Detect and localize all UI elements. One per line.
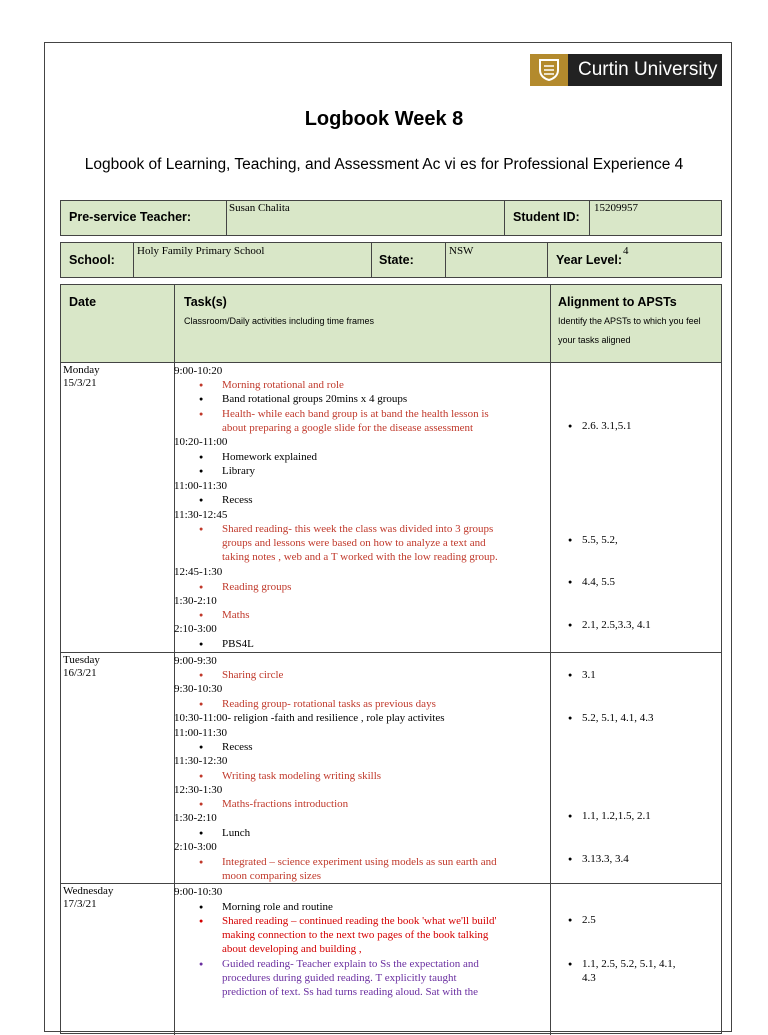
col-apst: Alignment to APSTs: [558, 295, 677, 309]
col-tasks-sub: Classroom/Daily activities including time frames: [184, 316, 375, 326]
col-date: Date: [69, 295, 97, 309]
list-item: ● PBS4L: [222, 637, 254, 651]
monday-apst: ● 5.5, 5.2,: [582, 533, 618, 547]
list-item-cont: about preparing a google slide for the disease assessment: [222, 422, 474, 434]
tuesday-time: 9:30-10:30: [174, 683, 223, 695]
list-item: ● Writing task modeling writing skills: [222, 769, 381, 783]
list-item: ● Homework explained: [222, 450, 317, 464]
curtin-logo: [530, 54, 722, 86]
list-item: ● Morning role and routine: [222, 900, 333, 914]
monday-time: 10:20-11:00: [174, 436, 228, 448]
wednesday-day: Wednesday: [63, 885, 114, 897]
crest-icon: [530, 54, 568, 86]
monday-apst: ● 2.6. 3.1,5.1: [582, 419, 632, 433]
state-value: NSW: [449, 245, 474, 257]
logo-text: Curtin University: [568, 54, 722, 86]
list-item: ● Reading groups: [222, 580, 291, 594]
tuesday-date: 16/3/21: [63, 667, 97, 679]
list-item-cont: making connection to the next two pages of the book talking: [222, 929, 489, 941]
year-value: 4: [623, 245, 629, 257]
list-item: ● Integrated – science experiment using models as sun earth and: [222, 855, 497, 869]
tuesday-apst: ● 1.1, 1.2,1.5, 2.1: [582, 809, 651, 823]
list-item-cont: about developing and building ,: [222, 943, 362, 955]
col-tasks: Task(s): [184, 295, 227, 309]
wednesday-time: 9:00-10:30: [174, 886, 223, 898]
list-item: ● Shared reading- this week the class was divided into 3 groups: [222, 522, 493, 536]
wednesday-apst: ● 2.5: [582, 913, 596, 927]
tuesday-apst: ● 5.2, 5.1, 4.1, 4.3: [582, 711, 654, 725]
wednesday-date: 17/3/21: [63, 898, 97, 910]
list-item-cont: moon comparing sizes: [222, 870, 321, 882]
list-item-cont: taking notes , web and a T worked with the low reading group.: [222, 551, 498, 563]
page-title: Logbook Week 8: [304, 108, 464, 130]
student-id-value: 15209957: [594, 202, 638, 214]
list-item: ● Recess: [222, 493, 253, 507]
tuesday-time: 12:30-1:30: [174, 784, 223, 796]
wednesday-apst: ● 1.1, 2.5, 5.2, 5.1, 4.1,: [582, 957, 676, 971]
tuesday-time: 11:30-12:30: [174, 755, 228, 767]
tuesday-time: 11:00-11:30: [174, 727, 227, 739]
tuesday-day: Tuesday: [63, 654, 100, 666]
list-item-cont: procedures during guided reading. T explicitly taught: [222, 972, 457, 984]
school-row: [60, 242, 722, 278]
list-item-cont: prediction of text. Ss had turns reading aloud. Sat with the: [222, 986, 479, 998]
tuesday-time: 9:00-9:30: [174, 655, 217, 667]
list-item: ● Guided reading- Teacher explain to Ss the expectation and: [222, 957, 479, 971]
student-id-label: Student ID:: [513, 210, 580, 224]
monday-time: 2:10-3:00: [174, 623, 217, 635]
list-item: ● Shared reading – continued reading the book 'what we'll build': [222, 914, 496, 928]
list-item: ● Band rotational groups 20mins x 4 groups: [222, 392, 407, 406]
list-item: ● Recess: [222, 740, 253, 754]
tuesday-time: 2:10-3:00: [174, 841, 217, 853]
activity-table: [60, 284, 722, 1034]
list-item: ● Reading group- rotational tasks as previous days: [222, 697, 436, 711]
list-item: ● Health- while each band group is at band the health lesson is: [222, 407, 489, 421]
page-subtitle: Logbook of Learning, Teaching, and Assessment Ac vi es for Professional Experience 4: [84, 156, 684, 173]
list-item: ● Morning rotational and role: [222, 378, 344, 392]
teacher-label: Pre-service Teacher:: [69, 210, 192, 224]
list-item: ● Maths: [222, 608, 250, 622]
year-label: Year Level:: [556, 253, 623, 267]
monday-apst: ● 2.1, 2.5,3.3, 4.1: [582, 618, 651, 632]
teacher-row: [60, 200, 722, 236]
monday-time: 1:30-2:10: [174, 595, 217, 607]
col-apst-sub1: Identify the APSTs to which you feel: [558, 316, 701, 326]
list-item: ● Maths-fractions introduction: [222, 797, 348, 811]
list-item: ● Lunch: [222, 826, 250, 840]
list-item: ● Sharing circle: [222, 668, 283, 682]
tuesday-time: 10:30-11:00- religion -faith and resilience , role play activites: [174, 712, 445, 724]
tuesday-time: 1:30-2:10: [174, 812, 217, 824]
monday-apst: ● 4.4, 5.5: [582, 575, 615, 589]
monday-time: 12:45-1:30: [174, 566, 223, 578]
school-value: Holy Family Primary School: [137, 245, 265, 257]
monday-date: 15/3/21: [63, 377, 97, 389]
monday-time: 9:00-10:20: [174, 365, 223, 377]
list-item-cont: groups and lessons were based on how to analyze a text and: [222, 537, 486, 549]
state-label: State:: [379, 253, 414, 267]
list-item: ● Library: [222, 464, 255, 478]
monday-time: 11:00-11:30: [174, 480, 227, 492]
wednesday-apst-cont: 4.3: [582, 972, 596, 984]
monday-time: 11:30-12:45: [174, 509, 228, 521]
col-apst-sub2: your tasks aligned: [558, 335, 631, 345]
tuesday-apst: ● 3.13.3, 3.4: [582, 852, 629, 866]
monday-day: Monday: [63, 364, 100, 376]
teacher-value: Susan Chalita: [229, 202, 290, 214]
school-label: School:: [69, 253, 115, 267]
tuesday-apst: ● 3.1: [582, 668, 596, 682]
